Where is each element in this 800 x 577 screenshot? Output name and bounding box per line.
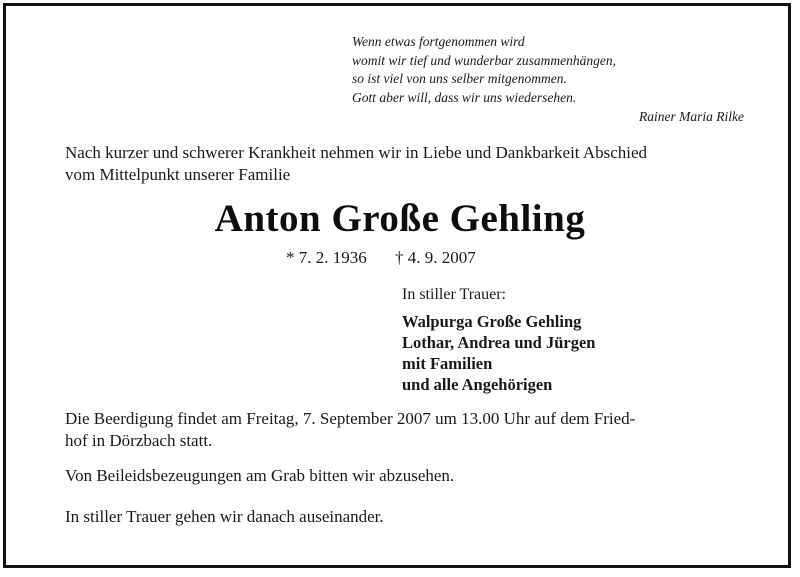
- poem-author: Rainer Maria Rilke: [639, 109, 744, 124]
- intro-text: [65, 142, 765, 186]
- mourners-list: [402, 311, 595, 395]
- poem-line: Gott aber will, dass wir uns wiedersehen.: [352, 89, 577, 105]
- intro-line-2: vom Mittelpunkt unserer Familie: [65, 165, 291, 184]
- condolences-notice: Von Beileidsbezeugungen am Grab bitten wir abzusehen.: [65, 466, 455, 485]
- funeral-line-2: hof in Dörzbach statt.: [65, 431, 213, 450]
- mourners-label: In stiller Trauer:: [402, 286, 506, 303]
- poem: [352, 33, 616, 107]
- mourner-name: und alle Angehörigen: [402, 375, 553, 394]
- funeral-notice: [65, 408, 635, 452]
- mourner-name: mit Familien: [402, 354, 493, 373]
- birth-date: * 7. 2. 1936: [286, 248, 367, 267]
- deceased-name: Anton Große Gehling: [214, 197, 586, 240]
- death-date: † 4. 9. 2007: [395, 248, 476, 267]
- life-dates: [286, 248, 476, 268]
- poem-line: womit wir tief und wunderbar zusammenhängen,: [352, 52, 617, 68]
- mourner-name: Lothar, Andrea und Jürgen: [402, 333, 596, 352]
- poem-line: so ist viel von uns selber mitgenommen.: [352, 71, 567, 86]
- mourner-name: Walpurga Große Gehling: [402, 312, 582, 331]
- closing-notice: In stiller Trauer gehen wir danach auseinander.: [65, 507, 384, 526]
- intro-line-1: Nach kurzer und schwerer Krankheit nehmen wir in Liebe und Dankbarkeit Abschied: [65, 143, 648, 162]
- funeral-line-1: Die Beerdigung findet am Freitag, 7. September 2007 um 13.00 Uhr auf dem Fried-: [65, 409, 636, 428]
- poem-line: Wenn etwas fortgenommen wird: [352, 34, 525, 49]
